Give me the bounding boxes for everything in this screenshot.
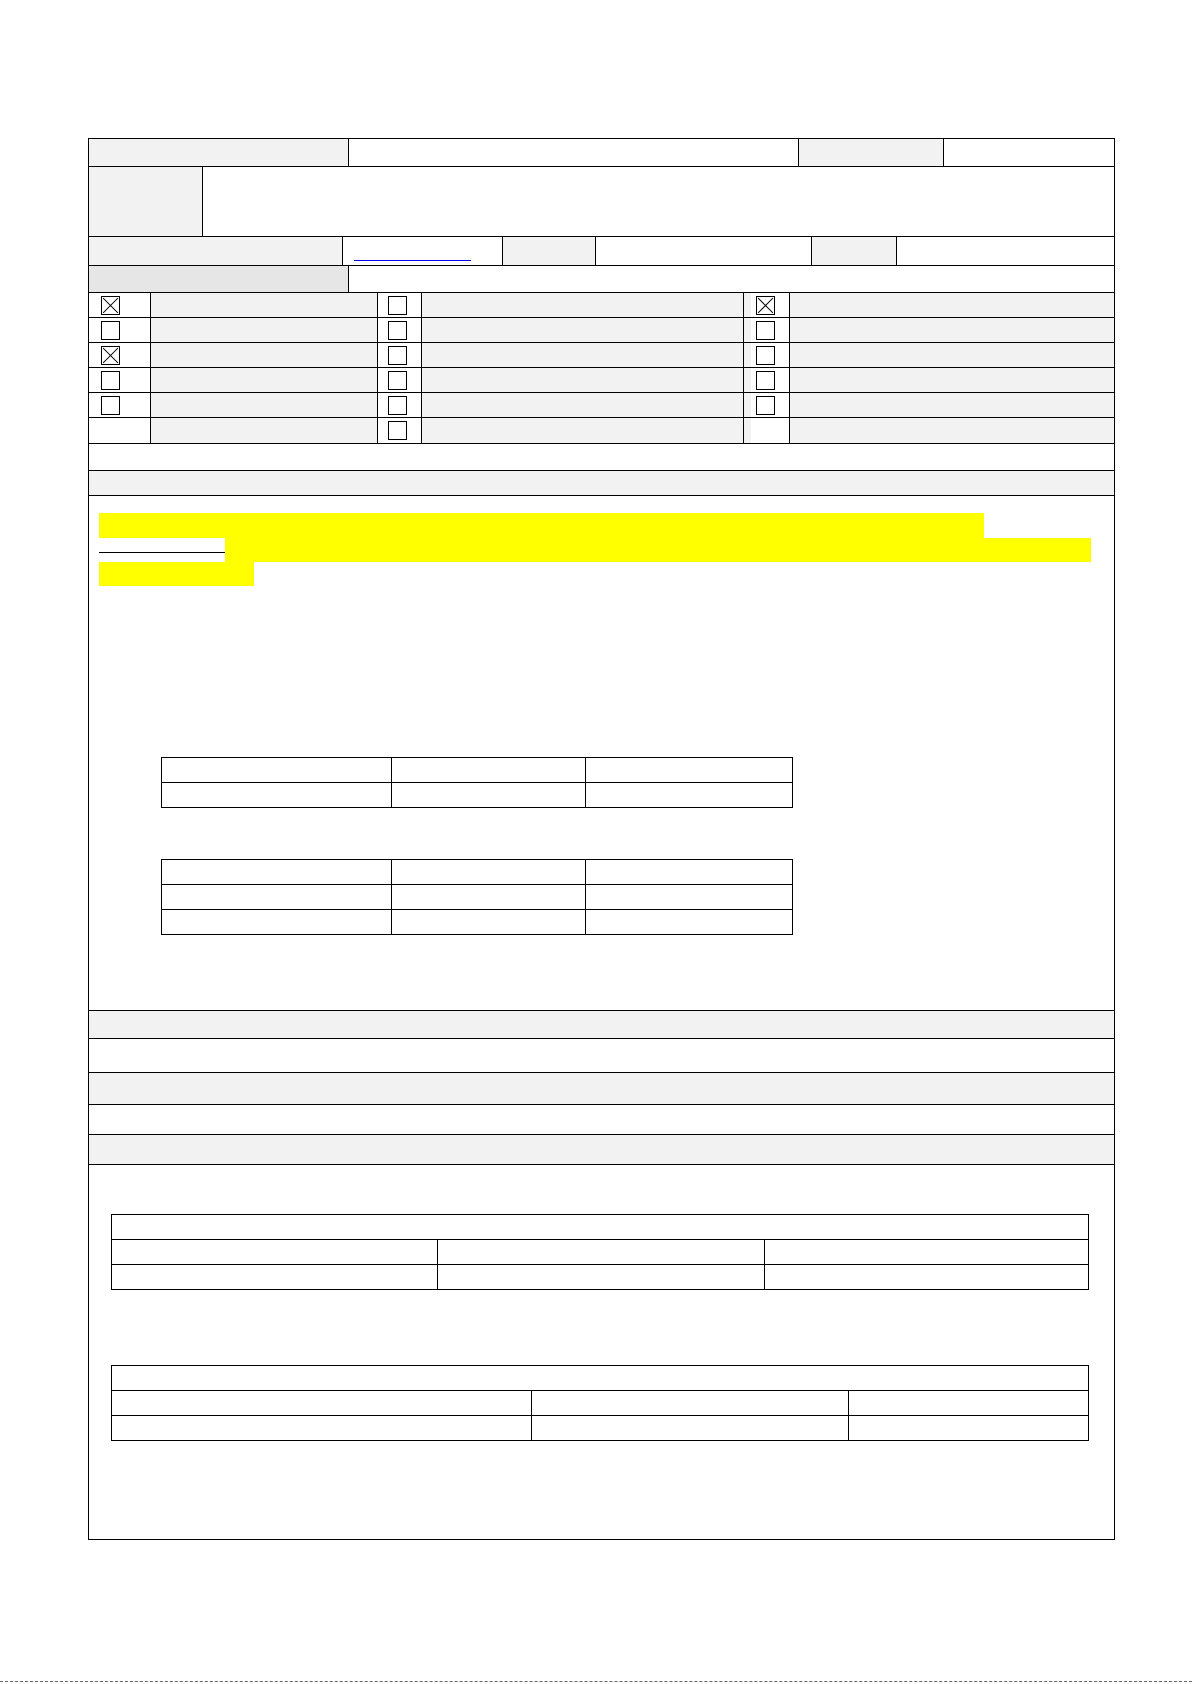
section-header-2 [89, 1011, 1114, 1038]
checkbox-col3-row5[interactable] [756, 396, 775, 415]
checkbox-col2-row6[interactable] [388, 421, 407, 440]
table-row [112, 1416, 1089, 1441]
highlighted-text-line-1 [99, 513, 984, 538]
table-row [112, 1366, 1089, 1391]
section-body-2[interactable] [89, 1039, 1114, 1072]
checkbox-col3-row1[interactable] [756, 296, 775, 315]
header-value-cell-1[interactable] [349, 139, 796, 166]
checkbox-col2-row4[interactable] [388, 371, 407, 390]
checkbox-col3-row4[interactable] [756, 371, 775, 390]
underlined-text [99, 552, 225, 553]
phone-value-cell[interactable] [596, 237, 811, 265]
date-value-cell[interactable] [897, 237, 1114, 265]
checkbox-col1-row3[interactable] [101, 346, 120, 365]
checkbox-col3-row3[interactable] [756, 346, 775, 365]
header-value-cell-2[interactable] [943, 139, 1114, 166]
section-header-4 [89, 1135, 1114, 1164]
phone-label-cell [503, 237, 596, 265]
page-footer-divider [0, 1681, 1192, 1682]
header-label-cell-2 [798, 139, 943, 166]
form-frame [88, 138, 1115, 1540]
table-row [112, 1265, 1089, 1290]
category-value-cell[interactable] [349, 266, 1114, 292]
section-header-details [89, 471, 1114, 495]
description-label-cell [89, 167, 202, 236]
contact-label-cell [89, 237, 342, 265]
table-row [162, 910, 793, 935]
checkbox-col2-row5[interactable] [388, 396, 407, 415]
checkbox-col2-row2[interactable] [388, 321, 407, 340]
highlighted-text-line-2 [225, 538, 1091, 562]
section-header-3 [89, 1073, 1114, 1104]
checkbox-col1-row4[interactable] [101, 371, 120, 390]
checkbox-col1-row2[interactable] [101, 321, 120, 340]
summary-table-2 [111, 1365, 1089, 1441]
contact-link[interactable] [354, 260, 471, 261]
date-label-cell [811, 237, 897, 265]
highlighted-text-line-3 [99, 562, 254, 586]
table-row [112, 1391, 1089, 1416]
summary-table-1 [111, 1214, 1089, 1290]
table-row [112, 1240, 1089, 1265]
checkbox-col2-row3[interactable] [388, 346, 407, 365]
checkbox-col1-row5[interactable] [101, 396, 120, 415]
table-row [162, 758, 793, 783]
blank-row [89, 444, 1114, 470]
checkbox-col2-row1[interactable] [388, 296, 407, 315]
table-row [162, 783, 793, 808]
category-label-cell [89, 266, 348, 292]
details-table-1 [161, 757, 793, 808]
header-label-cell-1 [89, 139, 349, 166]
table-row [162, 885, 793, 910]
table-row [112, 1215, 1089, 1240]
checkbox-col1-row1[interactable] [101, 296, 120, 315]
details-table-2 [161, 859, 793, 935]
checkbox-col3-row2[interactable] [756, 321, 775, 340]
section-body-3[interactable] [89, 1105, 1114, 1134]
table-row [162, 860, 793, 885]
description-value-cell[interactable] [203, 167, 1114, 236]
